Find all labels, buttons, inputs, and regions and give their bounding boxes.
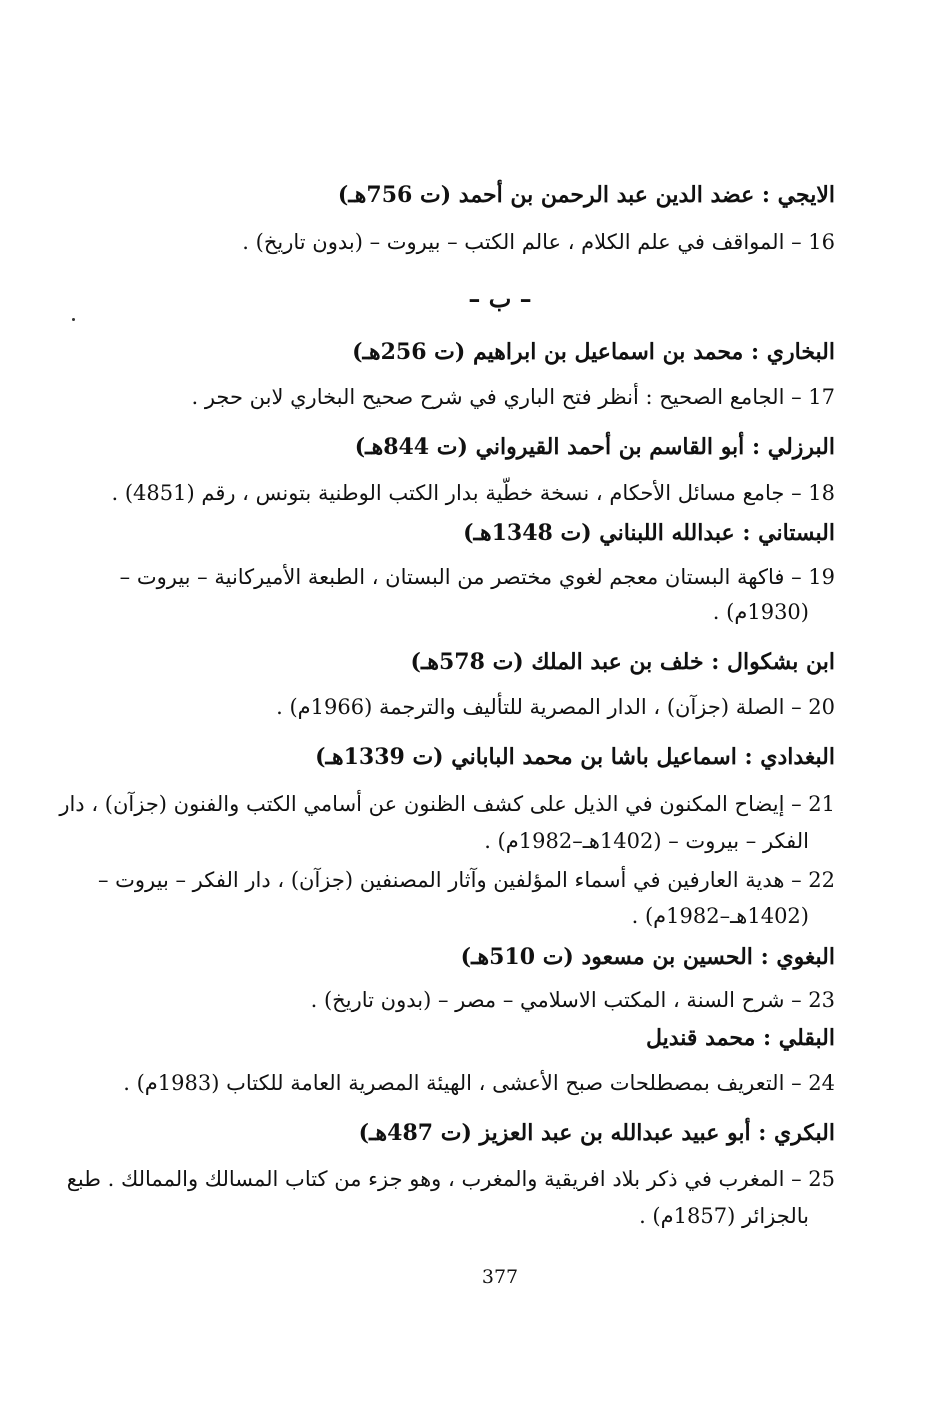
author-heading: البغوي : الحسين بن مسعود (ت 510هـ) (460, 944, 835, 970)
bibliography-entry: 22 – هدية العارفين في أسماء المؤلفين وآثار المصنفين (جزآن) ، دار الفكر – بيروت – (97, 868, 835, 892)
author-heading: البخاري : محمد بن اسماعيل بن ابراهيم (ت 256هـ) (352, 339, 835, 365)
bibliography-entry-continuation: الفكر – بيروت – (1402هـ–1982م) . (484, 829, 809, 853)
author-heading: البكري : أبو عبيد عبدالله بن عبد العزيز (ت 487هـ) (358, 1120, 835, 1146)
bibliography-entry: 19 – فاكهة البستان معجم لغوي مختصر من البستان ، الطبعة الأميركانية – بيروت – (119, 565, 835, 589)
bibliography-entry: 17 – الجامع الصحيح : أنظر فتح الباري في شرح صحيح البخاري لابن حجر . (191, 385, 835, 409)
author-heading: الايجي : عضد الدين عبد الرحمن بن أحمد (ت 756هـ) (337, 182, 835, 208)
bibliography-entry: 20 – الصلة (جزآن) ، الدار المصرية للتأليف والترجمة (1966م) . (276, 695, 835, 719)
bibliography-entry-continuation: (1402هـ–1982م) . (631, 904, 809, 928)
author-heading: البستاني : عبدالله اللبناني (ت 1348هـ) (463, 520, 835, 546)
author-heading: البرزلي : أبو القاسم بن أحمد القيرواني (ت 844هـ) (354, 434, 835, 460)
bibliography-entry: 18 – جامع مسائل الأحكام ، نسخة خطّية بدار الكتب الوطنية بتونس ، رقم (4851) . (111, 481, 835, 505)
bibliography-entry: 25 – المغرب في ذكر بلاد افريقية والمغرب ، وهو جزء من كتاب المسالك والممالك . طبع (66, 1167, 835, 1191)
page-number: 377 (481, 1266, 519, 1288)
author-heading: ابن بشكوال : خلف بن عبد الملك (ت 578هـ) (410, 649, 835, 675)
bibliography-entry: 16 – المواقف في علم الكلام ، عالم الكتب – بيروت – (بدون تاريخ) . (242, 230, 835, 254)
bibliography-entry: 23 – شرح السنة ، المكتب الاسلامي – مصر – (بدون تاريخ) . (310, 988, 835, 1012)
author-heading: البقلي : محمد قنديل (645, 1025, 835, 1051)
bibliography-entry: 21 – إيضاح المكنون في الذيل على كشف الظنون عن أسامي الكتب والفنون (جزآن) ، دار (59, 792, 835, 816)
author-heading: البغدادي : اسماعيل باشا بن محمد الباباني (ت 1339هـ) (315, 744, 835, 770)
letter-section-heading: – ب – (468, 284, 532, 313)
bibliography-entry: 24 – التعريف بمصطلحات صبح الأعشى ، الهيئة المصرية العامة للكتاب (1983م) . (123, 1071, 835, 1095)
margin-mark (72, 318, 75, 321)
bibliography-entry-continuation: (1930م) . (712, 600, 809, 624)
bibliography-entry-continuation: بالجزائر (1857م) . (639, 1204, 809, 1228)
